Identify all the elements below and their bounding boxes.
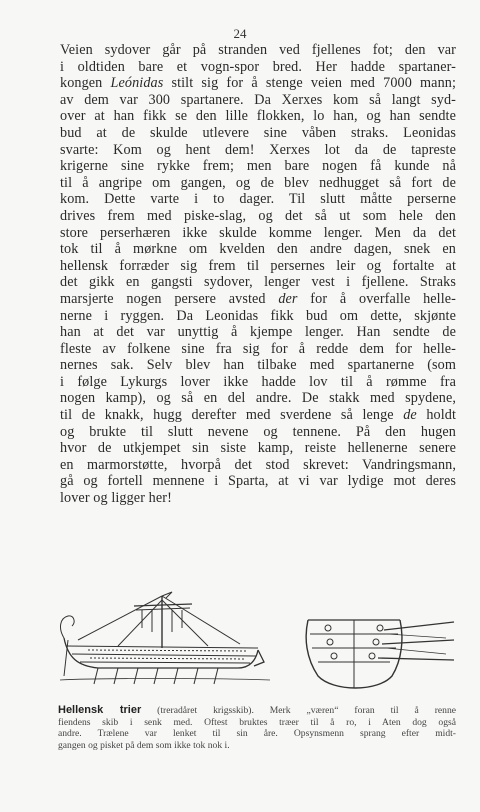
caption-line: fiendens skib i senk med. Oftest bruktes træer til å ro, i Aten dog også	[58, 716, 456, 728]
text-line: i følge Lykurgs lover ikke hadde lov til å rømme fra	[60, 373, 456, 390]
text-line: store perserhæren ikke skulde komme lenger. Men da det	[60, 224, 456, 241]
caption-line: gangen og pisket på dem som ikke tok nok i.	[58, 739, 230, 751]
body-text	[60, 42, 456, 507]
text-line: Veien sydover går på stranden ved fjellenes fot; den var	[60, 42, 456, 58]
text-line: til å angripe om gangen, og de blev nedhugget så fort de	[60, 174, 456, 191]
caption-line	[58, 705, 456, 717]
text-line: bud at de skulde utlevere sine våben straks. Leonidas	[60, 124, 456, 141]
trireme-cross-section	[306, 620, 454, 688]
text-fragment: til de knakk, hugg derefter med sverdene så lenge	[60, 407, 404, 424]
text-line	[60, 291, 456, 308]
italic-word: der	[278, 290, 298, 307]
text-line: hellensk forræder sig frem til persernes leir og fortalte at	[60, 257, 456, 274]
text-line: kom. Dette varte i to dager. Til slutt måtte perserne	[60, 191, 456, 208]
text-line: tok til å mørkne om kvelden den andre dagen, snek en	[60, 241, 456, 258]
text-fragment: stilt sig for å stenge veien med 7000 mann;	[163, 75, 456, 92]
text-line: nogen kamp), og så en del andre. De stakk med spydene,	[60, 390, 456, 407]
text-line	[60, 407, 456, 424]
text-line: gå og fortell mennene i Sparta, at vi var lydige mot deres	[60, 473, 456, 490]
caption-title: Hellensk trier	[58, 704, 142, 716]
text-line: nerne i ryggen. Da Leonidas fikk bud om dette, skjønte	[60, 307, 456, 324]
text-fragment: kongen	[60, 75, 111, 92]
italic-name: Leónidas	[110, 75, 164, 92]
text-fragment: for å overfalle helle-	[297, 290, 456, 307]
text-line: fleste av folkene sine fra sig for å redde dem for helle-	[60, 340, 456, 357]
text-line: lover og ligger her!	[60, 490, 172, 507]
text-line: svarte: Kom og hent dem! Xerxes lot da de tapreste	[60, 141, 456, 158]
caption-line: andre. Trælene var lenket til sin åre. Opsynsmenn sprang efter midt-	[58, 728, 456, 739]
italic-word: de	[403, 407, 417, 424]
text-line: over at han fikk se den lille flokken, lo han, og han sendte	[60, 108, 456, 125]
text-line: nernes sak. Selv blev han tilbake med spartanerne (som	[60, 357, 456, 374]
trireme-side-view	[60, 592, 270, 684]
text-line: i oldtiden bare et vogn-spor bred. Her hadde spartaner-	[60, 58, 456, 75]
text-line: hvor de utkjempet sin siste kamp, reiste hellenerne senere	[60, 440, 456, 457]
page-number: 24	[233, 26, 247, 41]
text-line: krigerne sine rykke frem; men bare nogen få kunde nå	[60, 158, 456, 175]
figure-caption	[58, 705, 456, 751]
text-fragment: marsjerte nogen persere avsted	[60, 290, 279, 307]
text-line: av dem var 300 spartanere. Da Xerxes kom så langt syd-	[60, 91, 456, 108]
trireme-illustration	[58, 588, 456, 698]
text-line: drives frem med piske-slag, og det så ut som hele den	[60, 207, 456, 224]
text-line: han at det var unyttig å kjempe lenger. Han sendte de	[60, 324, 456, 341]
text-line: og brukte til slutt nevene og tennene. På den hugen	[60, 423, 456, 440]
text-line: det gikk en gangsti sydover, lenger vest i fjellene. Straks	[60, 274, 456, 291]
text-fragment: holdt	[416, 407, 457, 424]
caption-text: (treradåret krigsskib). Merk „væren“ foran til å renne	[141, 705, 456, 716]
text-line	[60, 75, 456, 92]
text-line: en marmorstøtte, hvorpå det stod skrevet: Vandringsmann,	[60, 456, 456, 473]
